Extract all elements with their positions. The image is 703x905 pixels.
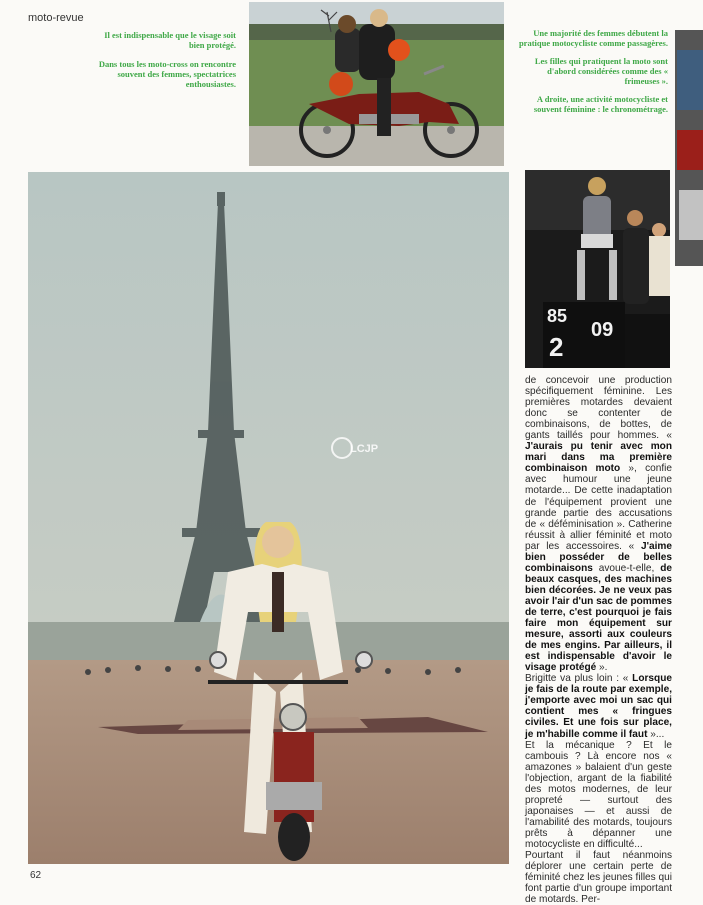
caption: Une majorité des femmes débutent la pratique motocycliste comme passagères.	[518, 28, 668, 48]
text-run: de concevoir une production spécifiquement féminine. Les premières motardes devaient donc se contenter de combinaisons, de bottes, de gants taillés pour hommes. «	[525, 375, 672, 442]
quote-bold: de beaux casques, des machines bien décorées. Je ne veux pas avoir l'air d'un sac de pommes de terre, c'est pourquoi je fais faire mon équipement sur mesure, assorti aux couleurs de mes engins. Par ailleurs, il est indispensable d'avoir le visage protégé	[525, 562, 672, 674]
text-run: ».	[596, 662, 608, 674]
paragraph	[525, 375, 672, 673]
photo-timekeeper-scoreboard	[525, 170, 670, 368]
page-number: 62	[30, 870, 42, 881]
watermark-logo	[330, 432, 379, 464]
right-captions	[515, 28, 668, 114]
scoreboard-number: 85	[547, 306, 568, 326]
caption: Il est indispensable que le visage soit bien protégé.	[104, 30, 236, 50]
caption: Dans tous les moto-cross on rencontre souvent des femmes, spectatrices enthousiastes.	[98, 59, 236, 89]
paragraph	[525, 673, 672, 739]
caption: Les filles qui pratiquent la moto sont d'abord considérées comme des « frimeuses ».	[534, 56, 668, 86]
quote-bold: J'aurais pu tenir avec mon mari dans ma première combinaison moto	[525, 441, 672, 475]
photo-eiffel-tower-motorcyclist	[28, 172, 509, 864]
section-label: moto-revue	[28, 12, 84, 24]
scoreboard-number: 09	[591, 319, 614, 341]
quote-bold: Lorsque je fais de la route par exemple, j'emporte avec moi un sac qui contient mes « fringues civiles. Et une fois sur place, je m'habille comme il faut	[525, 673, 672, 740]
text-run: », confie avec humour une jeune motarde... De cette inadaptation de l'équipement provient une grande partie des accusations de « déféminisation ». Catherine réussit à allier féminité et moto par les accessoires. «	[525, 463, 672, 552]
quote-bold: J'aime bien posséder de belles combinaisons	[525, 540, 672, 574]
scoreboard-number: 2	[549, 332, 564, 362]
photo-couple-on-motorcycle	[249, 2, 504, 166]
text-run: avoue-t-elle,	[592, 562, 661, 574]
text-run: »...	[647, 728, 665, 740]
caption: A droite, une activité motocycliste et souvent féminine : le chronométrage.	[533, 94, 668, 114]
paragraph	[525, 850, 672, 905]
article-text	[525, 375, 672, 905]
text-run: Pourtant il faut néanmoins déplorer une certain perte de féminité chez les jeunes filles qui font partie d'un groupe important de motards. Per-	[525, 850, 672, 905]
left-captions	[90, 30, 236, 89]
text-run: Et la mécanique ? Et le cambouis ? Là encore nos « amazones » balaient d'un geste l'objection, argant de la fiabilité des motos modernes, de leur propreté — surtout des japonaises — et aussi de l'amabilité des motards, toujours prêts à dépanner une motocycliste en difficulté...	[525, 739, 672, 850]
photo-edge-partial	[675, 30, 703, 266]
text-run: Brigitte va plus loin : «	[525, 673, 633, 685]
paragraph	[525, 740, 672, 850]
watermark-text: LCJP	[350, 443, 379, 455]
